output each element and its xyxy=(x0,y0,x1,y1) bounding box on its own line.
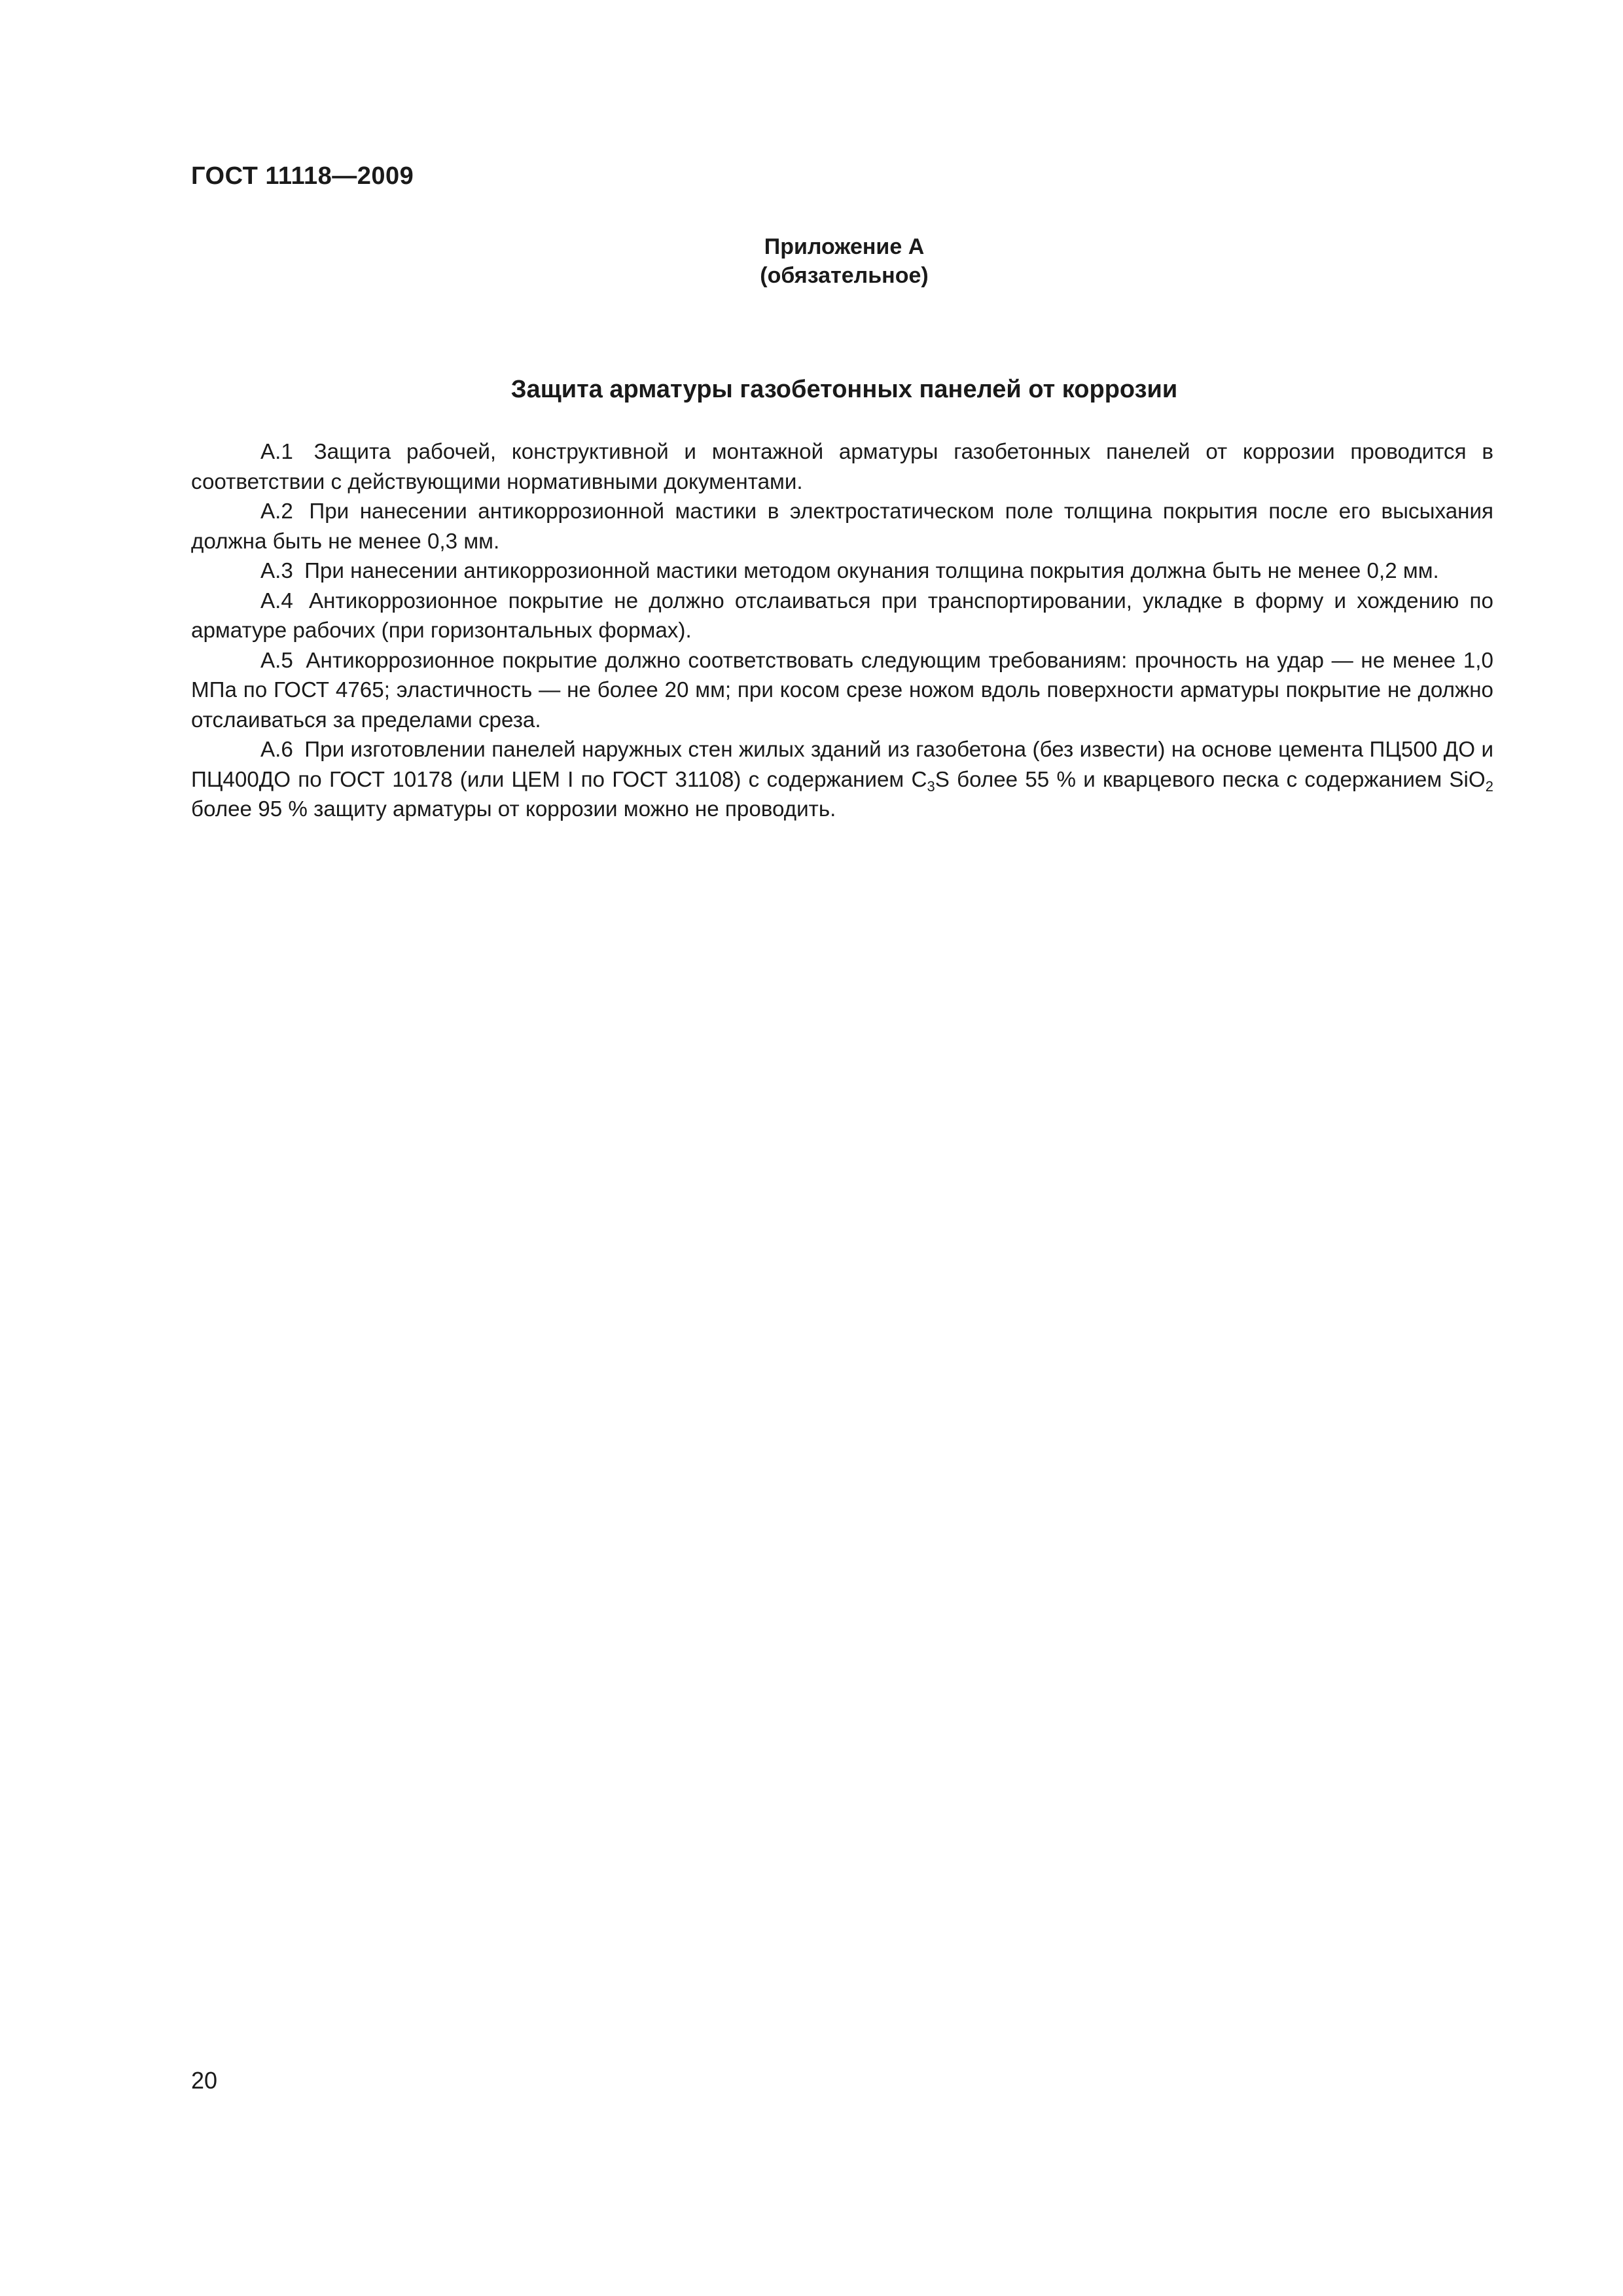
paragraph-number: А.4 xyxy=(260,588,293,613)
paragraph-number: А.6 xyxy=(260,738,293,762)
section-body xyxy=(191,437,1493,825)
page-number: 20 xyxy=(191,2067,218,2094)
paragraph-text-part: более 95 % защиту арматуры от коррозии можно не проводить. xyxy=(191,797,836,821)
paragraph-text-part: S более 55 % и кварцевого песка с содержанием SiO xyxy=(935,767,1486,792)
paragraph-text: Защита рабочей, конструктивной и монтажной арматуры газобетонных панелей от коррозии проводится в соответствии с действующими нормативными документами. xyxy=(191,440,1493,494)
appendix-status: (обязательное) xyxy=(760,263,929,288)
appendix-heading xyxy=(0,232,1623,290)
paragraph-a2 xyxy=(191,497,1493,556)
paragraph-a3 xyxy=(191,556,1493,586)
paragraph-text: Антикоррозионное покрытие не должно отслаиваться при транспортировании, укладке в форму и хождению по арматуре рабочих (при горизонтальных формах). xyxy=(191,588,1493,643)
paragraph-a5 xyxy=(191,646,1493,736)
paragraph-number: А.1 xyxy=(260,440,293,464)
paragraph-number: А.2 xyxy=(260,499,293,524)
paragraph-a4 xyxy=(191,586,1493,646)
paragraph-text: При нанесении антикоррозионной мастики в электростатическом поле толщина покрытия после его высыхания должна быть не менее 0,3 мм. xyxy=(191,499,1493,554)
paragraph-number: А.5 xyxy=(260,648,293,673)
paragraph-number: А.3 xyxy=(260,559,293,583)
document-code: ГОСТ 11118—2009 xyxy=(191,162,414,190)
appendix-title: Приложение А xyxy=(764,234,925,259)
paragraph-text: Антикоррозионное покрытие должно соответствовать следующим требованиям: прочность на удар — не менее 1,0 МПа по ГОСТ 4765; эластичность — не более 20 мм; при косом срезе ножом вдоль поверхности арматуры покрытие не должно отслаиваться за пределами среза. xyxy=(191,648,1493,732)
paragraph-text-part: При изготовлении панелей наружных стен жилых зданий из газобетона (без извести) на основе цемента ПЦ500 ДО и ПЦ400ДО по ГОСТ 10178 (или ЦЕМ I по ГОСТ 31108) с содержанием С xyxy=(191,738,1493,792)
section-title: Защита арматуры газобетонных панелей от коррозии xyxy=(510,376,1178,403)
paragraph-a6 xyxy=(191,735,1493,825)
subscript: 2 xyxy=(1485,778,1493,795)
subscript: 3 xyxy=(927,778,935,795)
paragraph-a1 xyxy=(191,437,1493,497)
paragraph-text: При нанесении антикоррозионной мастики методом окунания толщина покрытия должна быть не менее 0,2 мм. xyxy=(304,559,1439,583)
